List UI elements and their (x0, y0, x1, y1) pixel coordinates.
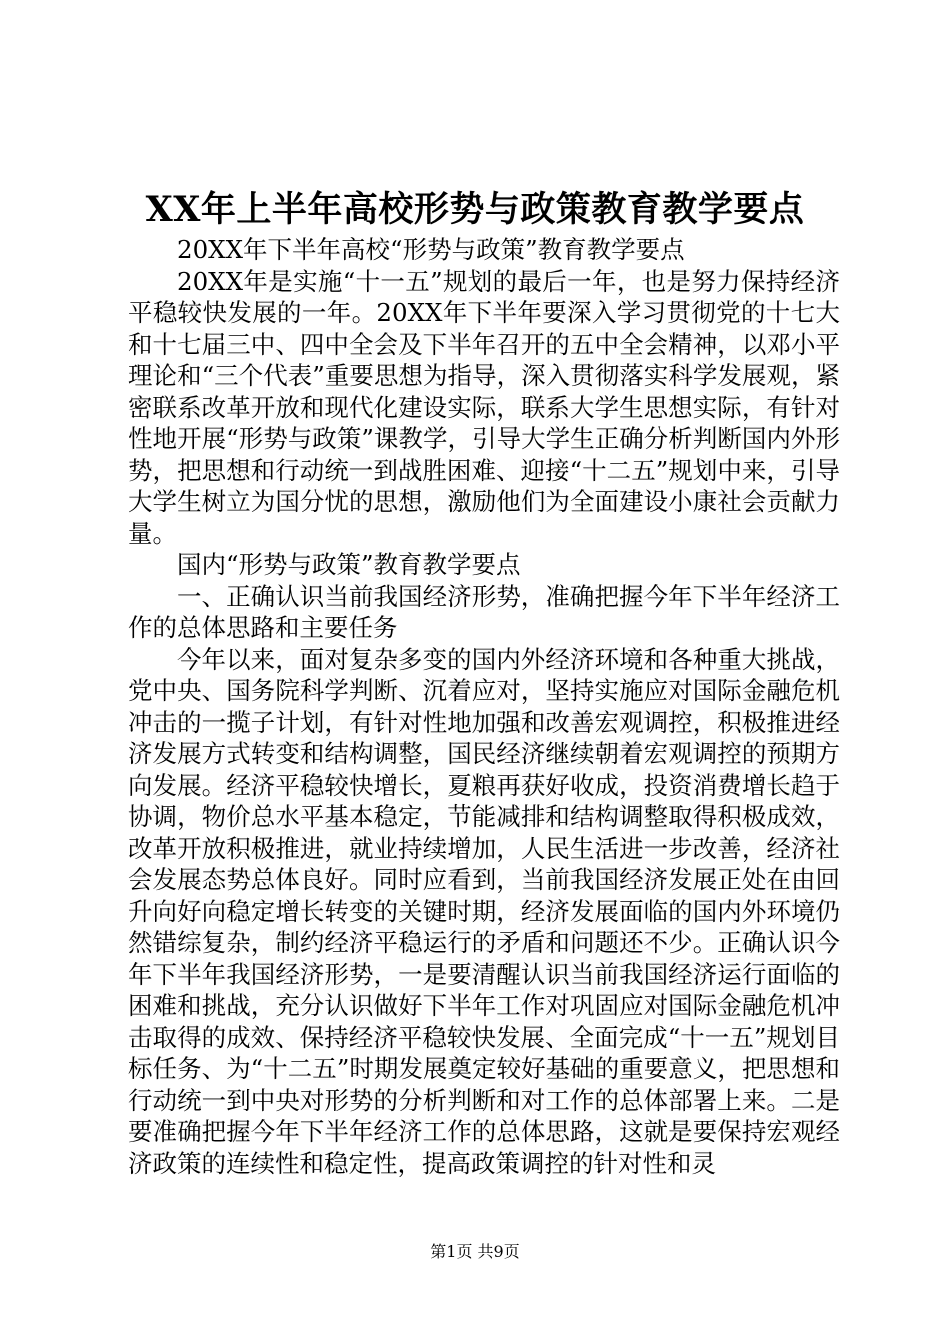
intro-paragraph: 20XX年是实施“十一五”规划的最后一年，也是努力保持经济平稳较快发展的一年。20XX年下半年要深入学习贯彻党的十七大和十七届三中、四中全会及下半年召开的五中全会精神，以邓小平理论和“三个代表”重要思想为指导，深入贯彻落实科学发展观，紧密联系改革开放和现代化建设实际，联系大学生思想实际，有针对性地开展“形势与政策”课教学，引导大学生正确分析判断国内外形势，把思想和行动统一到战胜困难、迎接“十二五”规划中来，引导大学生树立为国分忧的思想，激励他们为全面建设小康社会贡献力量。 (128, 266, 840, 548)
section-heading: 国内“形势与政策”教育教学要点 (177, 550, 521, 579)
subtitle-paragraph: 20XX年下半年高校“形势与政策”教育教学要点 (177, 235, 685, 264)
document-title: XX年上半年高校形势与政策教育教学要点 (145, 189, 805, 230)
page-number-footer: 第1页 共9页 (430, 1242, 520, 1261)
body-paragraph: 今年以来，面对复杂多变的国内外经济环境和各种重大挑战，党中央、国务院科学判断、沉着应对，坚持实施应对国际金融危机冲击的一揽子计划，有针对性地加强和改善宏观调控，积极推进经济发展方式转变和结构调整，国民经济继续朝着宏观调控的预期方向发展。经济平稳较快增长，夏粮再获好收成，投资消费增长趋于协调，物价总水平基本稳定，节能减排和结构调整取得积极成效，改革开放积极推进，就业持续增加，人民生活进一步改善，经济社会发展态势总体良好。同时应看到，当前我国经济发展正处在由回升向好向稳定增长转变的关键时期，经济发展面临的国内外环境仍然错综复杂，制约经济平稳运行的矛盾和问题还不少。正确认识今年下半年我国经济形势，一是要清醒认识当前我国经济运行面临的困难和挑战，充分认识做好下半年工作对巩固应对国际金融危机冲击取得的成效、保持经济平稳较快发展、全面完成“十一五”规划目标任务、为“十二五”时期发展奠定较好基础的重要意义，把思想和行动统一到中央对形势的分析判断和对工作的总体部署上来。二是要准确把握今年下半年经济工作的总体思路，这就是要保持宏观经济政策的连续性和稳定性，提高政策调控的针对性和灵 (128, 644, 840, 1178)
section-one-heading: 一、正确认识当前我国经济形势，准确把握今年下半年经济工作的总体思路和主要任务 (128, 581, 840, 642)
document-body (128, 234, 840, 1179)
